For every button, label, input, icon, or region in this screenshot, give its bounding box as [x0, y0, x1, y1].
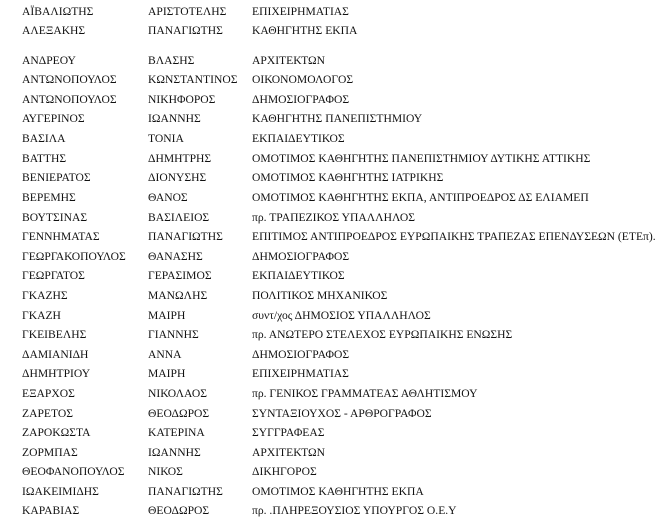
list-row [0, 345, 660, 364]
list-row [0, 404, 660, 423]
first-name: ΒΑΣΙΛΕΙΟΣ [148, 211, 210, 224]
occupation: ΔΗΜΟΣΙΟΓΡΑΦΟΣ [252, 93, 350, 106]
last-name: ΖΑΡΕΤΟΣ [22, 407, 73, 420]
list-row [0, 325, 660, 344]
last-name: ΑΝΤΩΝΟΠΟΥΛΟΣ [22, 93, 117, 106]
first-name: ΠΑΝΑΓΙΩΤΗΣ [148, 485, 223, 498]
last-name: ΔΑΜΙΑΝΙΔΗ [22, 348, 89, 361]
first-name: ΜΑΙΡΗ [148, 309, 186, 322]
first-name: ΠΑΝΑΓΙΩΤΗΣ [148, 230, 223, 243]
last-name: ΓΕΩΡΓΑΚΟΠΟΥΛΟΣ [22, 250, 126, 263]
occupation: ΔΗΜΟΣΙΟΓΡΑΦΟΣ [252, 250, 350, 263]
list-row [0, 168, 660, 187]
first-name: ΝΙΚΟΛΑΟΣ [148, 387, 208, 400]
occupation: ΔΙΚΗΓΟΡΟΣ [252, 465, 317, 478]
last-name: ΒΕΝΙΕΡΑΤΟΣ [22, 171, 91, 184]
occupation: ΕΠΙΧΕΙΡΗΜΑΤΙΑΣ [252, 367, 349, 380]
first-name: ΘΕΟΔΩΡΟΣ [148, 407, 210, 420]
occupation: ΟΜΟΤΙΜΟΣ ΚΑΘΗΓΗΤΗΣ ΙΑΤΡΙΚΗΣ [252, 171, 444, 184]
last-name: ΒΟΥΤΣΙΝΑΣ [22, 211, 88, 224]
first-name: ΚΩΝΣΤΑΝΤΙΝΟΣ [148, 73, 238, 86]
first-name: ΝΙΚΗΦΟΡΟΣ [148, 93, 216, 106]
list-row [0, 423, 660, 442]
occupation: ΚΑΘΗΓΗΤΗΣ ΕΚΠΑ [252, 24, 358, 37]
last-name: ΒΑΣΙΛΑ [22, 132, 66, 145]
occupation: πρ. .ΠΛΗΡΕΞΟΥΣΙΟΣ ΥΠΟΥΡΓΟΣ Ο.Ε.Υ [252, 504, 457, 517]
list-row [0, 501, 660, 520]
last-name: ΕΞΑΡΧΟΣ [22, 387, 75, 400]
last-name: ΘΕΟΦΑΝΟΠΟΥΛΟΣ [22, 465, 125, 478]
last-name: ΔΗΜΗΤΡΙΟΥ [22, 367, 91, 380]
last-name: ΖΟΡΜΠΑΣ [22, 446, 78, 459]
first-name: ΤΟΝΙΑ [148, 132, 184, 145]
list-row [0, 109, 660, 128]
first-name: ΘΕΟΔΩΡΟΣ [148, 504, 210, 517]
first-name: ΑΝΝΑ [148, 348, 182, 361]
list-row [0, 462, 660, 481]
list-row [0, 129, 660, 148]
list-row [0, 266, 660, 285]
occupation: ΟΜΟΤΙΜΟΣ ΚΑΘΗΓΗΤΗΣ ΠΑΝΕΠΙΣΤΗΜΙΟΥ ΔΥΤΙΚΗΣ ΑΤΤΙΚΗΣ [252, 152, 591, 165]
first-name: ΓΙΑΝΝΗΣ [148, 328, 199, 341]
occupation: πρ. ΑΝΩΤΕΡΟ ΣΤΕΛΕΧΟΣ ΕΥΡΩΠΑΙΚΗΣ ΕΝΩΣΗΣ [252, 328, 513, 341]
first-name: ΔΗΜΗΤΡΗΣ [148, 152, 212, 165]
last-name: ΓΚΕΙΒΕΛΗΣ [22, 328, 87, 341]
first-name: ΠΑΝΑΓΙΩΤΗΣ [148, 24, 223, 37]
first-name: ΓΕΡΑΣΙΜΟΣ [148, 269, 212, 282]
last-name: ΑΥΓΕΡΙΝΟΣ [22, 112, 85, 125]
occupation: ΔΗΜΟΣΙΟΓΡΑΦΟΣ [252, 348, 350, 361]
last-name: ΓΚΑΖΗΣ [22, 289, 68, 302]
occupation: ΟΜΟΤΙΜΟΣ ΚΑΘΗΓΗΤΗΣ ΕΚΠΑ, ΑΝΤΙΠΡΟΕΔΡΟΣ ΔΣ ΕΛΙΑΜΕΠ [252, 191, 589, 204]
first-name: ΝΙΚΟΣ [148, 465, 183, 478]
occupation: συντ/χος ΔΗΜΟΣΙΟΣ ΥΠΑΛΛΗΛΟΣ [252, 309, 431, 322]
first-name: ΙΩΑΝΝΗΣ [148, 446, 201, 459]
list-row [0, 384, 660, 403]
list-row [0, 51, 660, 70]
occupation: ΠΟΛΙΤΙΚΟΣ ΜΗΧΑΝΙΚΟΣ [252, 289, 388, 302]
last-name: ΑΛΕΞΑΚΗΣ [22, 24, 86, 37]
list-row [0, 364, 660, 383]
occupation: ΚΑΘΗΓΗΤΗΣ ΠΑΝΕΠΙΣΤΗΜΙΟΥ [252, 112, 423, 125]
occupation: ΕΠΙΤΙΜΟΣ ΑΝΤΙΠΡΟΕΔΡΟΣ ΕΥΡΩΠΑΙΚΗΣ ΤΡΑΠΕΖΑΣ ΕΠΕΝΔΥΣΕΩΝ (ΕΤΕπ). [252, 230, 656, 243]
first-name: ΙΩΑΝΝΗΣ [148, 112, 201, 125]
last-name: ΑΝΤΩΝΟΠΟΥΛΟΣ [22, 73, 117, 86]
occupation: ΑΡΧΙΤΕΚΤΩΝ [252, 446, 325, 459]
occupation: πρ. ΓΕΝΙΚΟΣ ΓΡΑΜΜΑΤΕΑΣ ΑΘΛΗΤΙΣΜΟΥ [252, 387, 478, 400]
last-name: ΚΑΡΑΒΙΑΣ [22, 504, 80, 517]
last-name: ΓΕΝΝΗΜΑΤΑΣ [22, 230, 100, 243]
last-name: ΙΩΑΚΕΙΜΙΔΗΣ [22, 485, 99, 498]
first-name: ΜΑΙΡΗ [148, 367, 186, 380]
last-name: ΓΚΑΖΗ [22, 309, 61, 322]
first-name: ΘΑΝΟΣ [148, 191, 188, 204]
list-row [0, 247, 660, 266]
occupation: ΣΥΓΓΡΑΦΕΑΣ [252, 426, 325, 439]
list-row [0, 90, 660, 109]
list-row [0, 443, 660, 462]
list-row [0, 227, 660, 246]
last-name: ΖΑΡΟΚΩΣΤΑ [22, 426, 91, 439]
last-name: ΒΕΡΕΜΗΣ [22, 191, 76, 204]
list-row [0, 482, 660, 501]
last-name: ΓΕΩΡΓΑΤΟΣ [22, 269, 85, 282]
first-name: ΒΛΑΣΗΣ [148, 54, 195, 67]
list-row [0, 208, 660, 227]
list-row [0, 306, 660, 325]
last-name: ΒΑΤΤΗΣ [22, 152, 67, 165]
last-name: ΑΝΔΡΕΟΥ [22, 54, 76, 67]
list-row [0, 149, 660, 168]
occupation: ΕΠΙΧΕΙΡΗΜΑΤΙΑΣ [252, 5, 349, 18]
occupation: πρ. ΤΡΑΠΕΖΙΚΟΣ ΥΠΑΛΛΗΛΟΣ [252, 211, 415, 224]
last-name: ΑΪΒΑΛΙΩΤΗΣ [22, 5, 94, 18]
list-row [0, 21, 660, 40]
list-row [0, 70, 660, 89]
occupation: ΟΙΚΟΝΟΜΟΛΟΓΟΣ [252, 73, 354, 86]
first-name: ΑΡΙΣΤΟΤΕΛΗΣ [148, 5, 227, 18]
first-name: ΚΑΤΕΡΙΝΑ [148, 426, 205, 439]
list-row [0, 286, 660, 305]
list-row [0, 2, 660, 21]
occupation: ΑΡΧΙΤΕΚΤΩΝ [252, 54, 325, 67]
first-name: ΘΑΝΑΣΗΣ [148, 250, 203, 263]
first-name: ΔΙΟΝΥΣΗΣ [148, 171, 207, 184]
occupation: ΣΥΝΤΑΞΙΟΥΧΟΣ - ΑΡΘΡΟΓΡΑΦΟΣ [252, 407, 432, 420]
occupation: ΟΜΟΤΙΜΟΣ ΚΑΘΗΓΗΤΗΣ ΕΚΠΑ [252, 485, 424, 498]
first-name: ΜΑΝΩΛΗΣ [148, 289, 208, 302]
occupation: ΕΚΠΑΙΔΕΥΤΙΚΟΣ [252, 269, 345, 282]
occupation: ΕΚΠΑΙΔΕΥΤΙΚΟΣ [252, 132, 345, 145]
list-row [0, 188, 660, 207]
